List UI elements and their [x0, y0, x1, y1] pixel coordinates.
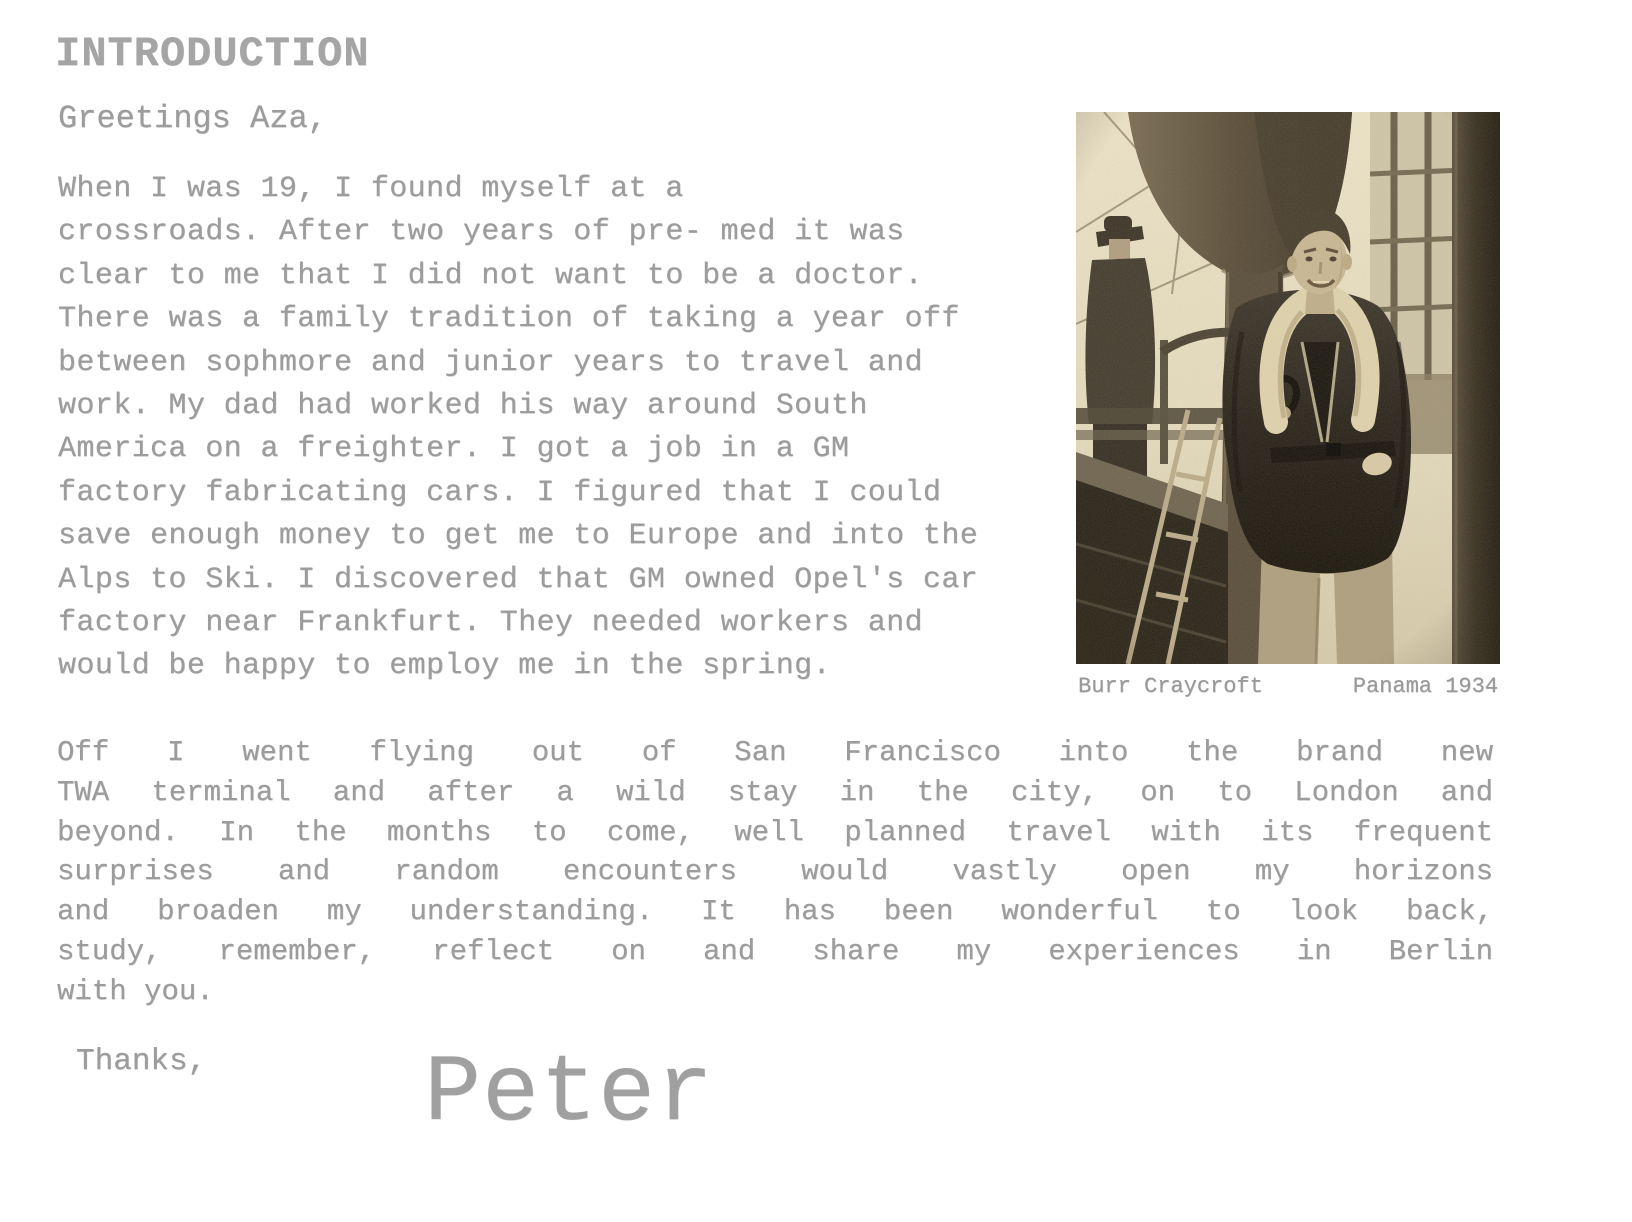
photo-caption-name: Burr Craycroft	[1078, 674, 1263, 699]
paragraph-1-line: would be happy to employ me in the spring.	[58, 649, 831, 684]
paragraph-2-line: and broaden my understanding. It has been wonderful to look back,	[57, 895, 1493, 929]
paragraph-1-line: When I was 19, I found myself at a	[58, 172, 684, 206]
paragraph-1-line: clear to me that I did not want to be a doctor.	[58, 258, 923, 293]
paragraph-1-line: crossroads. After two years of pre- med it was	[58, 215, 905, 250]
closing-line: Thanks,	[76, 1044, 207, 1079]
vintage-photo-figure	[1076, 112, 1500, 699]
paragraph-2-line: beyond. In the months to come, well planned travel with its frequent	[57, 815, 1493, 849]
paragraph-1-line: between sophmore and junior years to travel and	[58, 345, 923, 380]
paragraph-1-line: Alps to Ski. I discovered that GM owned Opel's car	[58, 562, 979, 597]
photo-caption	[1076, 674, 1500, 699]
paragraph-1-line: save enough money to get me to Europe and into the	[58, 519, 979, 554]
paragraph-1-line: America on a freighter. I got a job in a GM	[58, 432, 850, 467]
paragraph-1-line: factory near Frankfurt. They needed workers and	[58, 606, 923, 641]
paragraph-2-line: study, remember, reflect on and share my experiences in Berlin	[57, 934, 1493, 968]
paragraph-2-line: surprises and random encounters would vastly open my horizons	[57, 855, 1493, 889]
signature: Peter	[424, 1040, 715, 1148]
paragraph-2-line: with you.	[57, 974, 214, 1008]
vintage-photo	[1076, 112, 1500, 664]
paragraph-1	[58, 168, 1048, 689]
paragraph-1-line: There was a family tradition of taking a year off	[58, 302, 960, 337]
paragraph-2-line: Off I went flying out of San Francisco into the brand new	[57, 736, 1493, 769]
paragraph-2	[57, 733, 1493, 1012]
paragraph-1-line: work. My dad had worked his way around South	[58, 389, 868, 424]
photo-illustration	[1076, 112, 1500, 664]
paragraph-2-line: TWA terminal and after a wild stay in the city, on to London and	[57, 775, 1493, 809]
greeting-line: Greetings Aza,	[58, 100, 327, 137]
page-title: INTRODUCTION	[55, 30, 370, 78]
paragraph-1-line: factory fabricating cars. I figured that I could	[58, 475, 942, 510]
photo-caption-place: Panama 1934	[1352, 674, 1498, 699]
